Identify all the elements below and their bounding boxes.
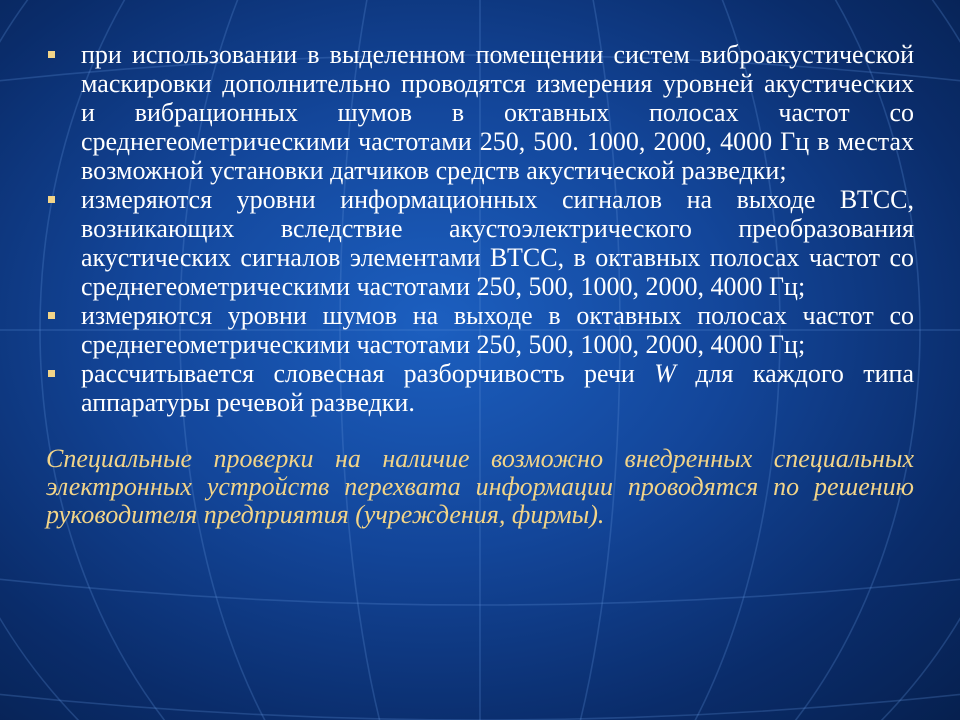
square-bullet-icon — [48, 196, 55, 203]
bullet-text: измеряются уровни шумов на выходе в октавных полосах частот со среднегеометрическими частотами 250, 500, 1000, 2000, 4000 Гц; — [81, 301, 914, 359]
slide-content — [46, 40, 914, 555]
bullet-item-noise-levels — [46, 301, 914, 359]
bullet-list — [46, 40, 914, 417]
bullet-text — [81, 359, 914, 417]
square-bullet-icon — [48, 51, 55, 58]
bullet-text: измеряются уровни информационных сигналов на выходе ВТСС, возникающих вследствие акустоэлектрического преобразования акустических сигналов элементами ВТСС, в октавных полосах частот со среднегеометрическими частотами 250, 500, 1000, 2000, 4000 Гц; — [81, 185, 914, 301]
square-bullet-icon — [48, 370, 55, 377]
bullet-text-end: для каждого типа аппаратуры речевой разведки. — [81, 359, 914, 417]
bullet-text: при использовании в выделенном помещении систем виброакустической маскировки дополнительно проводятся измерения уровней акустических и вибрационных шумов в октавных полосах частот со среднегеометрическими частотами 250, 500. 1000, 2000, 4000 Гц в местах возможной установки датчиков средств акустической разведки; — [81, 40, 914, 185]
intelligibility-symbol: W — [654, 359, 676, 388]
bullet-item-masking-measurements — [46, 40, 914, 185]
bullet-text-start: рассчитывается словесная разборчивость речи — [81, 359, 655, 388]
bullet-item-information-signals — [46, 185, 914, 301]
bullet-item-speech-intelligibility — [46, 359, 914, 417]
special-checks-note: Специальные проверки на наличие возможно внедренных специальных электронных устройств перехвата информации проводятся по решению руководителя предприятия (учреждения, фирмы). — [46, 444, 914, 529]
square-bullet-icon — [48, 312, 55, 319]
